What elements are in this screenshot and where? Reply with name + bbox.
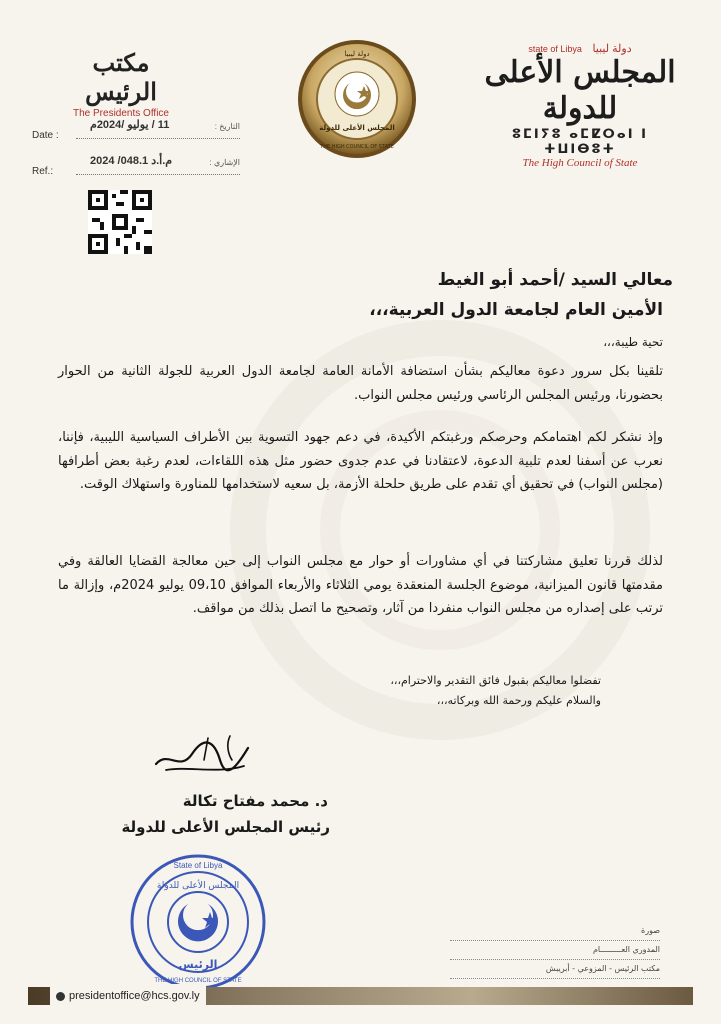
presidents-office-logo [56,48,186,119]
seal-bottom-text-en: THE HIGH COUNCIL OF STATE [320,144,394,150]
signatory-name: د. محمد مفتاح تكالة [182,792,328,810]
footer-contact [50,984,206,1008]
presidents-office-english: The Presidents Office [73,108,169,119]
stamp-top-text: State of Libya [173,861,223,870]
date-label-arabic: التاريخ : [214,122,240,131]
date-dotted-line [76,138,240,139]
paragraph-1: تلقينا بكل سرور دعوة معاليكم بشأن استضافة الأمانة العامة لجامعة الدول العربية للجولة الثانية من الحوار بحضورنا، ورئيس المجلس الرئاسي ورئيس مجلس النواب. [58,364,663,403]
ref-label-english: Ref.: [32,166,54,177]
qr-code-icon [88,190,152,254]
high-council-tifinagh-name: ⵓⵎⵏⵢⵓ ⴰⵎⵇⵔⴰⵏ ⵏ ⵜⵡⵏⴱⵓⵜ [512,127,648,157]
ref-row [30,154,250,176]
date-value: 11 / يوليو /2024م [90,119,170,131]
state-of-libya-ar: دولة ليبيا [592,43,632,55]
closing-regards: تفضلوا معاليكم بقبول فائق التقدير والاحترام،،، [390,674,601,687]
official-stamp-icon [128,852,268,992]
distribution-row [450,926,660,941]
state-of-libya-en: state of Libya [528,44,582,54]
email-icon [56,992,65,1001]
stamp-center-label: الرئيس [178,958,218,971]
date-ref-block [30,118,250,176]
distribution-row [450,964,660,979]
date-label-english: Date : [32,130,59,141]
ref-dotted-line [76,174,240,175]
distribution-line-1: صورة [641,926,660,935]
high-council-seal-icon [296,38,418,160]
ref-label-arabic: الإشاري : [209,158,240,167]
paragraph-3: لذلك قررنا تعليق مشاركتنا في أي مشاورات أو حوار مع مجلس النواب إلى حين معالجة القضايا العالقة وفي مقدمتها قانون الميزانية، موضوع الجلسة المنعقدة يومي الثلاثاء والأربعاء الموافق 09،10 يوليو 2024م، وإزالة ما ترتب على إصداره من مجلس النواب منفردا من آثار، وتصحيح ما اتصل بذلك من مواقف. [58,554,663,616]
addressee-title: الأمين العام لجامعة الدول العربية،،، [369,300,663,320]
presidents-office-arabic: مكتب الرئيس [85,48,157,106]
closing-salutation: والسلام عليكم ورحمة الله وبركاته،،، [436,694,601,707]
distribution-list [450,926,660,983]
signatory-title: رئيس المجلس الأعلى للدولة [121,818,330,836]
handwritten-signature [148,730,258,780]
date-row [30,118,250,140]
distribution-line-2: المدوري العـــــــــام [592,945,660,954]
greeting: تحية طيبة،،، [603,335,663,349]
seal-top-text: دولة ليبيا [344,50,370,58]
distribution-row [450,945,660,960]
state-of-libya-line [480,42,680,55]
seal-bottom-text: المجلس الأعلى للدولة [319,124,395,132]
footer-email[interactable]: presidentoffice@hcs.gov.ly [69,990,200,1002]
stamp-arabic-ring: المجلس الأعلى للدولة [156,881,240,891]
stamp-bottom-text: THE HIGH COUNCIL OF STATE [154,978,242,984]
ref-value: م.أ.د 048.1/ 2024 [90,155,173,167]
distribution-line-3: مكتب الرئيس - المزوعي - أبريبش [545,964,660,973]
paragraph-2: وإذ نشكر لكم اهتمامكم وحرصكم ورغبتكم الأكيدة، في دعم جهود التسوية بين الأطراف السياسية الليبية، فإننا، نعرب عن أسفنا لعدم تلبية الدعوة، لاعتقادنا في عدم جدوى حضور مثل هذه اللقاءات، لعدم رغبة بعض أطرافها (مجلس النواب) في تحقيق أي تقدم على طريق حلحلة الأزمة، بل سعيه لاستخدامها للمناورة واستهلاك الوقت. [58,430,663,492]
high-council-logo [480,42,680,169]
addressee-name: معالي السيد /أحمد أبو الغيط [437,270,673,290]
high-council-arabic-name: المجلس الأعلى للدولة [484,55,676,126]
high-council-english-name: The High Council of State [522,157,638,169]
